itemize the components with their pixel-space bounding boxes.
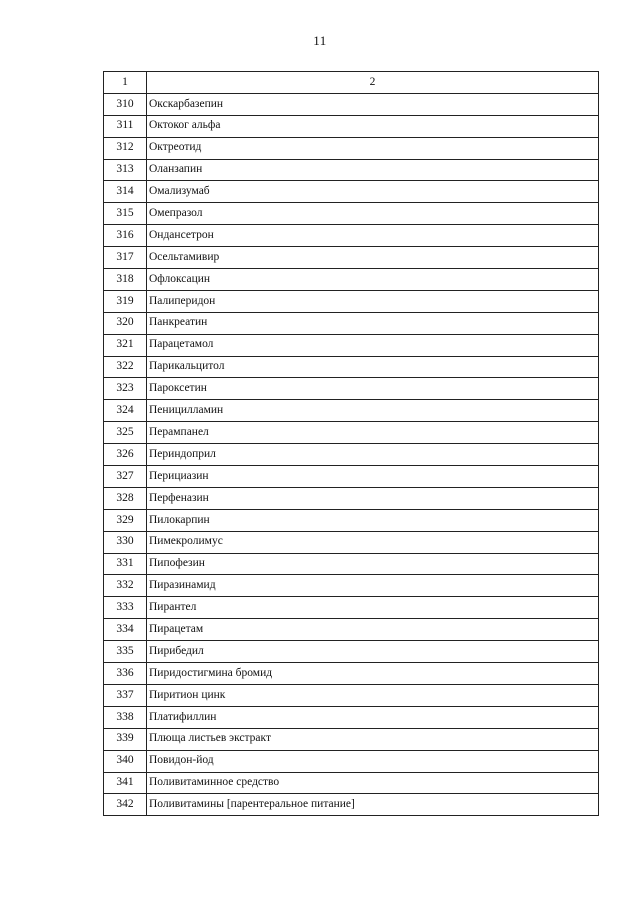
table-row [104,137,599,159]
table-row [104,247,599,269]
drug-name: Пеницилламин [147,400,599,422]
table-row [104,728,599,750]
drug-name: Парикальцитол [147,356,599,378]
drug-name: Палиперидон [147,290,599,312]
row-number: 310 [104,93,147,115]
table-row [104,269,599,291]
table-row [104,619,599,641]
drug-name: Плюща листьев экстракт [147,728,599,750]
drug-name: Платифиллин [147,706,599,728]
table-row [104,93,599,115]
row-number: 342 [104,794,147,816]
row-number: 324 [104,400,147,422]
table-row [104,378,599,400]
row-number: 319 [104,290,147,312]
row-number: 327 [104,466,147,488]
row-number: 320 [104,312,147,334]
drug-name: Перампанел [147,422,599,444]
drug-list-table [103,71,599,816]
table-row [104,684,599,706]
drug-name: Поливитамины [парентеральное питание] [147,794,599,816]
table-row [104,159,599,181]
row-number: 317 [104,247,147,269]
row-number: 341 [104,772,147,794]
column-header-name: 2 [147,72,599,94]
table-row [104,312,599,334]
drug-name: Поливитаминное средство [147,772,599,794]
column-header-number: 1 [104,72,147,94]
row-number: 313 [104,159,147,181]
table-row [104,290,599,312]
row-number: 329 [104,509,147,531]
drug-name: Пиразинамид [147,575,599,597]
table-row [104,466,599,488]
drug-name: Панкреатин [147,312,599,334]
table-row [104,531,599,553]
drug-name: Пимекролимус [147,531,599,553]
drug-name: Периндоприл [147,444,599,466]
drug-name: Пирантел [147,597,599,619]
row-number: 340 [104,750,147,772]
row-number: 330 [104,531,147,553]
row-number: 335 [104,641,147,663]
row-number: 321 [104,334,147,356]
drug-name: Повидон-йод [147,750,599,772]
drug-name: Пароксетин [147,378,599,400]
drug-name: Оланзапин [147,159,599,181]
row-number: 325 [104,422,147,444]
drug-name: Ондансетрон [147,225,599,247]
table-row [104,487,599,509]
row-number: 311 [104,115,147,137]
row-number: 331 [104,553,147,575]
table-row [104,356,599,378]
table-row [104,225,599,247]
table-body [104,93,599,815]
table-row [104,400,599,422]
drug-name: Пирацетам [147,619,599,641]
table-row [104,750,599,772]
drug-name: Октреотид [147,137,599,159]
table-row [104,181,599,203]
row-number: 314 [104,181,147,203]
row-number: 315 [104,203,147,225]
page-number: 11 [313,33,327,48]
row-number: 323 [104,378,147,400]
drug-name: Пиридостигмина бромид [147,663,599,685]
drug-name: Перициазин [147,466,599,488]
drug-name: Пиритион цинк [147,684,599,706]
row-number: 328 [104,487,147,509]
table-row [104,772,599,794]
drug-name: Парацетамол [147,334,599,356]
row-number: 326 [104,444,147,466]
table-row [104,509,599,531]
drug-name: Омализумаб [147,181,599,203]
row-number: 316 [104,225,147,247]
drug-name: Пирибедил [147,641,599,663]
row-number: 332 [104,575,147,597]
row-number: 322 [104,356,147,378]
drug-name: Осельтамивир [147,247,599,269]
row-number: 338 [104,706,147,728]
table-row [104,334,599,356]
drug-name: Октоког альфа [147,115,599,137]
table-row [104,575,599,597]
row-number: 333 [104,597,147,619]
row-number: 339 [104,728,147,750]
table-row [104,203,599,225]
drug-name: Пипофезин [147,553,599,575]
table-header-row [104,72,599,94]
drug-name: Пилокарпин [147,509,599,531]
table-row [104,444,599,466]
table-row [104,115,599,137]
drug-name: Офлоксацин [147,269,599,291]
table-row [104,553,599,575]
table-row [104,597,599,619]
table-row [104,706,599,728]
drug-name: Окскарбазепин [147,93,599,115]
table-row [104,422,599,444]
table-row [104,641,599,663]
table-row [104,794,599,816]
row-number: 336 [104,663,147,685]
drug-name: Перфеназин [147,487,599,509]
drug-name: Омепразол [147,203,599,225]
row-number: 337 [104,684,147,706]
table-row [104,663,599,685]
row-number: 334 [104,619,147,641]
row-number: 312 [104,137,147,159]
row-number: 318 [104,269,147,291]
